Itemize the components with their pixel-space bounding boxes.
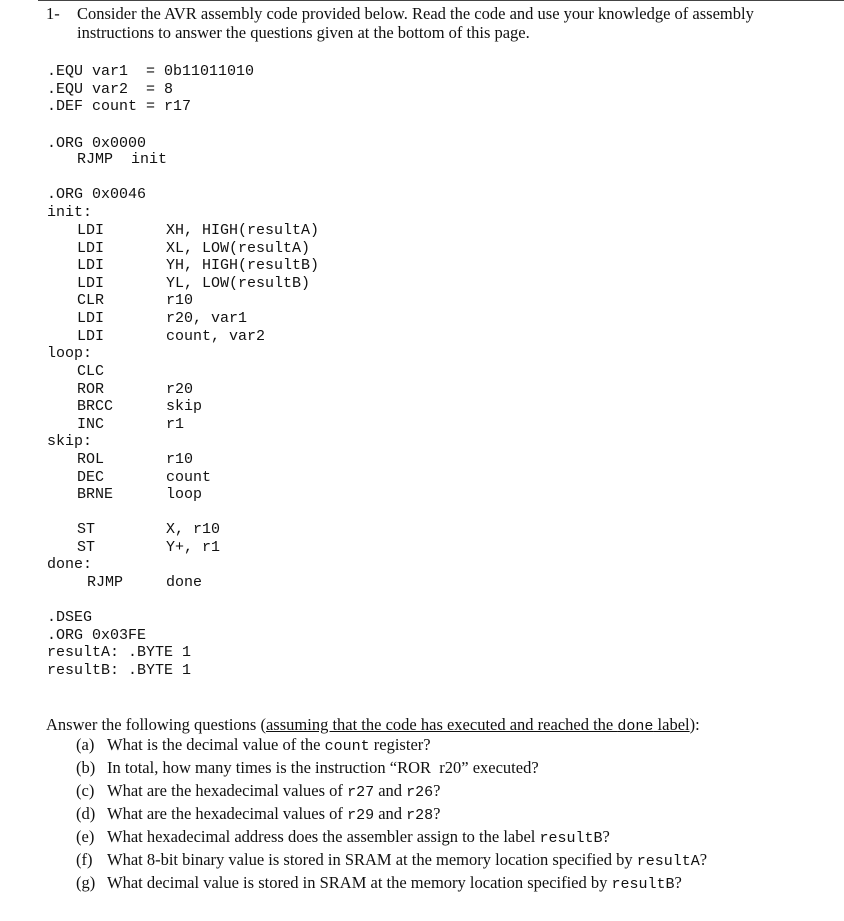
code-arg: r1 [166,415,185,433]
code-arg: YH, HIGH(resultB) [166,257,320,275]
code-dseg: .DSEG [47,609,93,626]
code-arg: count [166,468,212,486]
code-op: LDI [77,310,105,327]
question-code-term: count [324,738,370,755]
code-op: LDI [77,222,105,239]
code-org-0000: .ORG 0x0000 [47,135,147,152]
code-op: ROR [77,380,105,398]
page-top-rule [38,0,844,1]
code-resultA-decl: resultA: .BYTE 1 [47,644,192,661]
answers-header-label-word: label [653,715,690,734]
question-label: (e) [76,827,95,846]
code-done-op: RJMP [87,574,124,591]
question-text: What are the hexadecimal values of r29 and r28? [107,804,441,824]
code-op: LDI [77,239,105,257]
answers-header-pre: Answer the following questions ( [46,715,266,734]
question-code-term: r28 [406,807,434,824]
answers-header [46,715,700,735]
code-op: BRCC [77,398,114,416]
question-text: What are the hexadecimal values of r27 and r26? [107,781,441,801]
code-op: CLC [77,363,105,380]
question-text: What decimal value is stored in SRAM at the memory location specified by resultB? [107,873,682,893]
question-code-term: resultA [636,853,700,870]
code-arg: r10 [166,451,194,468]
question-label: (d) [76,804,96,823]
code-arg: XL, LOW(resultA) [166,239,311,257]
code-label-skip: skip: [47,433,93,450]
answers-header-underlined-text: assuming that the code has executed and reached the [265,715,618,734]
question-label: (b) [76,758,96,777]
code-def-count: .DEF count = r17 [47,98,192,115]
question-intro-line-1: Consider the AVR assembly code provided below. Read the code and use your knowledge of assembly [77,4,754,23]
answers-header-underlined [266,715,690,734]
question-label: (a) [76,735,95,754]
code-label-init: init: [47,204,93,221]
question-number: 1- [46,4,60,23]
question-label: (g) [76,873,96,892]
code-arg: loop [166,486,203,504]
question-label: (c) [76,781,95,800]
code-op: BRNE [77,486,114,504]
answers-header-done-word: done [617,718,654,735]
question-intro-line-2: instructions to answer the questions given at the bottom of this page. [77,23,530,42]
code-arg: r20 [166,380,194,398]
code-op: DEC [77,468,105,486]
code-equ-var2: .EQU var2 = 8 [47,81,174,98]
code-arg: skip [166,398,203,416]
question-code-term: r29 [347,807,375,824]
code-rjmp-init: RJMP init [77,151,168,168]
question-text: What 8-bit binary value is stored in SRAM at the memory location specified by resultA? [107,850,708,870]
question-text: What hexadecimal address does the assembler assign to the label resultB? [107,827,610,847]
code-op: INC [77,415,105,433]
code-op: ROL [77,451,105,468]
question-code-term: resultB [539,830,603,847]
question-code-term: r26 [406,784,434,801]
question-text: In total, how many times is the instruction “ROR r20” executed? [107,758,539,777]
code-arg: YL, LOW(resultB) [166,274,311,292]
code-op: LDI [77,257,105,275]
code-label-loop: loop: [47,345,93,362]
code-arg: count, var2 [166,327,266,345]
code-arg: r20, var1 [166,310,248,327]
code-arg: Y+, r1 [166,538,221,556]
code-equ-var1: .EQU var1 = 0b11011010 [47,63,255,80]
code-op: CLR [77,292,105,310]
question-code-term: resultB [611,876,675,893]
code-resultB-decl: resultB: .BYTE 1 [47,662,192,679]
code-label-done: done: [47,556,93,573]
question-text: What is the decimal value of the count register? [107,735,431,755]
code-arg: r10 [166,292,194,310]
code-done-arg: done [166,574,203,591]
code-arg: XH, HIGH(resultA) [166,222,320,239]
question-code-term: r27 [347,784,375,801]
code-org-0046: .ORG 0x0046 [47,186,147,203]
code-op: LDI [77,274,105,292]
code-op: ST [77,538,96,556]
code-org-03fe: .ORG 0x03FE [47,627,147,644]
code-op: LDI [77,327,105,345]
code-op: ST [77,521,96,538]
code-arg: X, r10 [166,521,221,538]
question-label: (f) [76,850,93,869]
answers-header-post: ): [689,715,700,734]
